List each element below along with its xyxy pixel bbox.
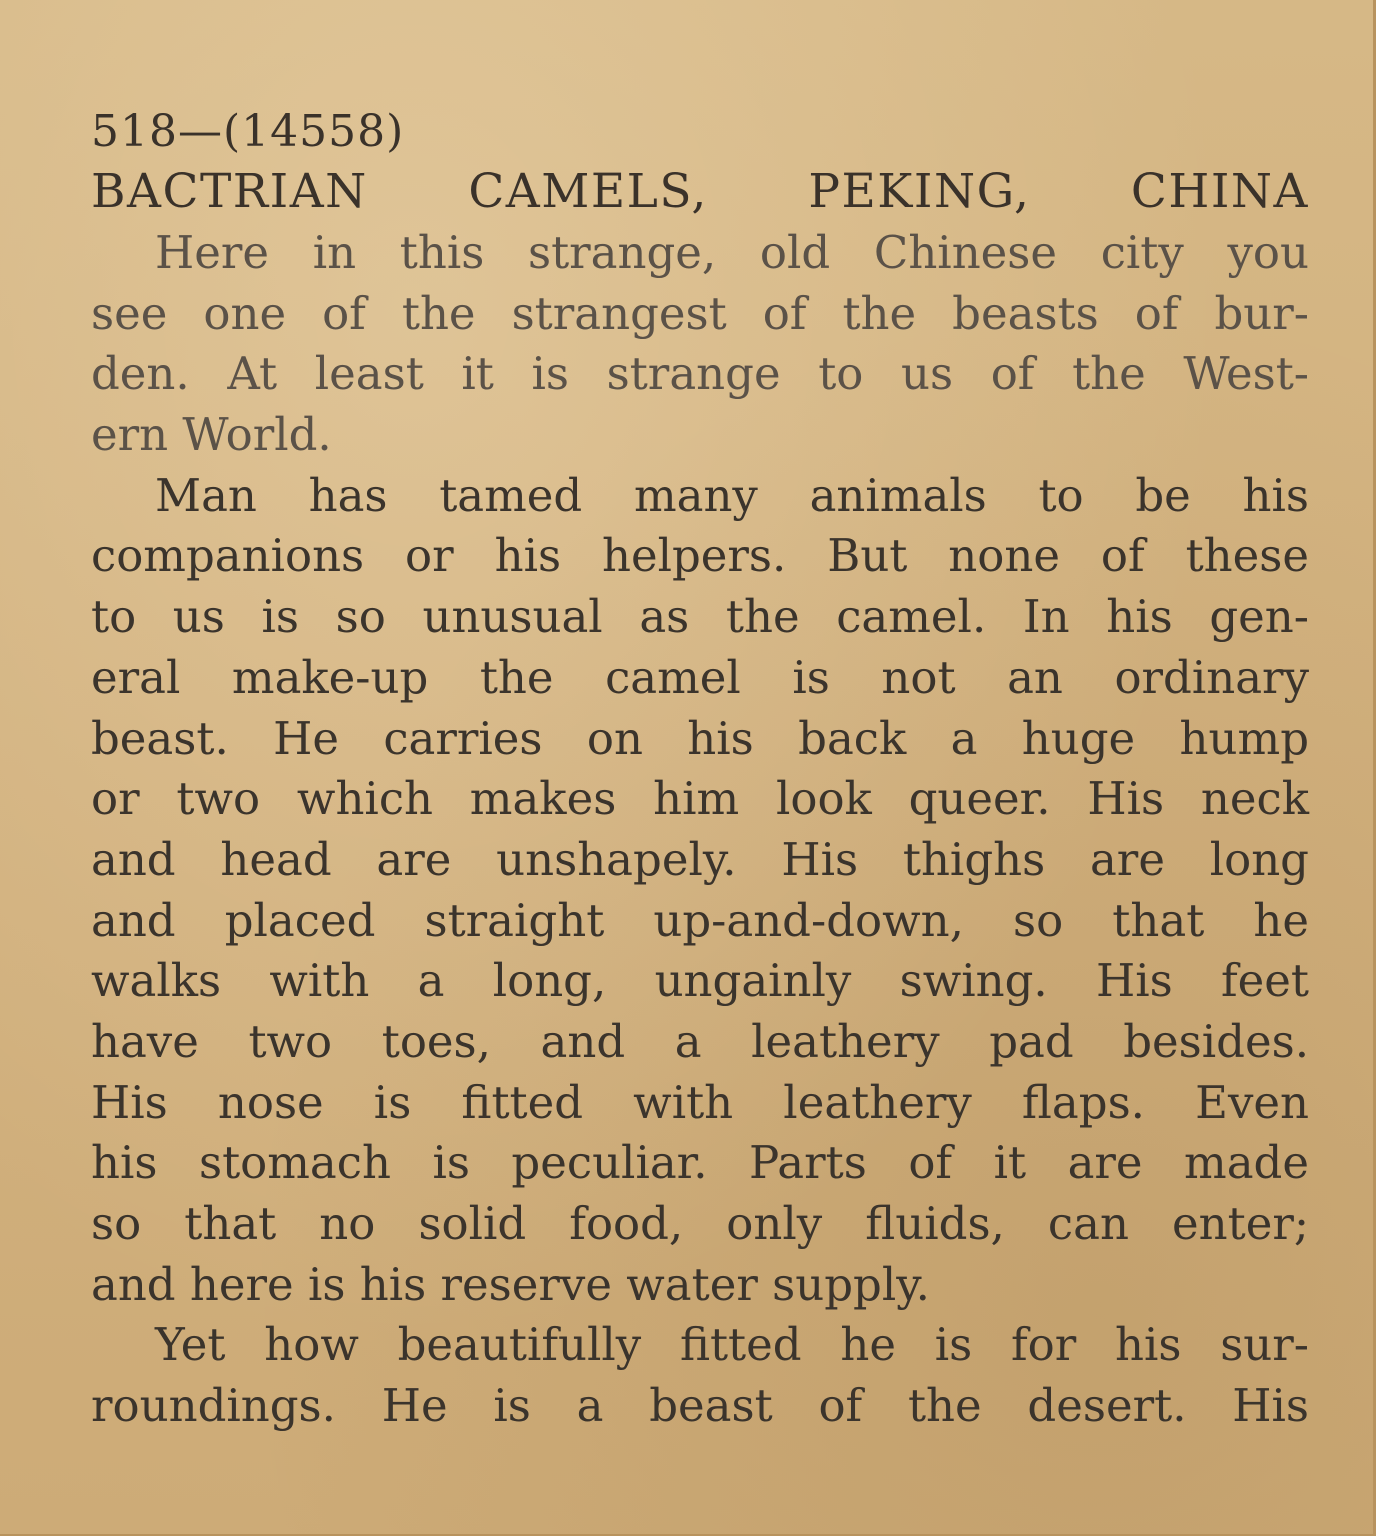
text-line: and placed straight up-and-down, so that he — [91, 893, 1309, 947]
text-line: companions or his helpers. But none of these — [91, 529, 1309, 583]
text-line: Man has tamed many animals to be his — [155, 468, 1309, 522]
text-line: his stomach is peculiar. Parts of it are made — [91, 1136, 1309, 1190]
text-line: have two toes, and a leathery pad besides. — [91, 1014, 1309, 1068]
text-line: Yet how beautifully fitted he is for his sur- — [155, 1318, 1309, 1372]
text-line: roundings. He is a beast of the desert. His — [91, 1379, 1309, 1433]
paragraph-3 — [91, 1315, 1309, 1436]
text-line: eral make-up the camel is not an ordinary — [91, 650, 1309, 704]
text-line: His nose is fitted with leathery flaps. Even — [91, 1075, 1309, 1129]
catalog-number: 518—(14558) — [91, 106, 405, 157]
text-line: to us is so unusual as the camel. In his gen- — [91, 590, 1309, 644]
card-text — [91, 103, 1309, 1437]
text-line: so that no solid food, only fluids, can enter; — [91, 1197, 1309, 1250]
text-line: walks with a long, ungainly swing. His feet — [91, 954, 1309, 1008]
text-line: den. At least it is strange to us of the West- — [91, 347, 1309, 401]
text-line: beast. He carries on his back a huge hump — [91, 711, 1309, 765]
paragraph-2 — [91, 466, 1309, 1316]
text-line: and here is his reserve water supply. — [91, 1257, 930, 1311]
text-line: Here in this strange, old Chinese city you — [155, 226, 1309, 279]
text-line: and head are unshapely. His thighs are long — [91, 832, 1309, 886]
text-line: or two which makes him look queer. His neck — [91, 772, 1309, 826]
text-line: see one of the strangest of the beasts of bur- — [91, 286, 1309, 340]
text-line: ern World. — [91, 408, 332, 462]
card-title: BACTRIAN CAMELS, PEKING, CHINA — [91, 164, 1309, 219]
paragraph-1 — [91, 223, 1309, 466]
